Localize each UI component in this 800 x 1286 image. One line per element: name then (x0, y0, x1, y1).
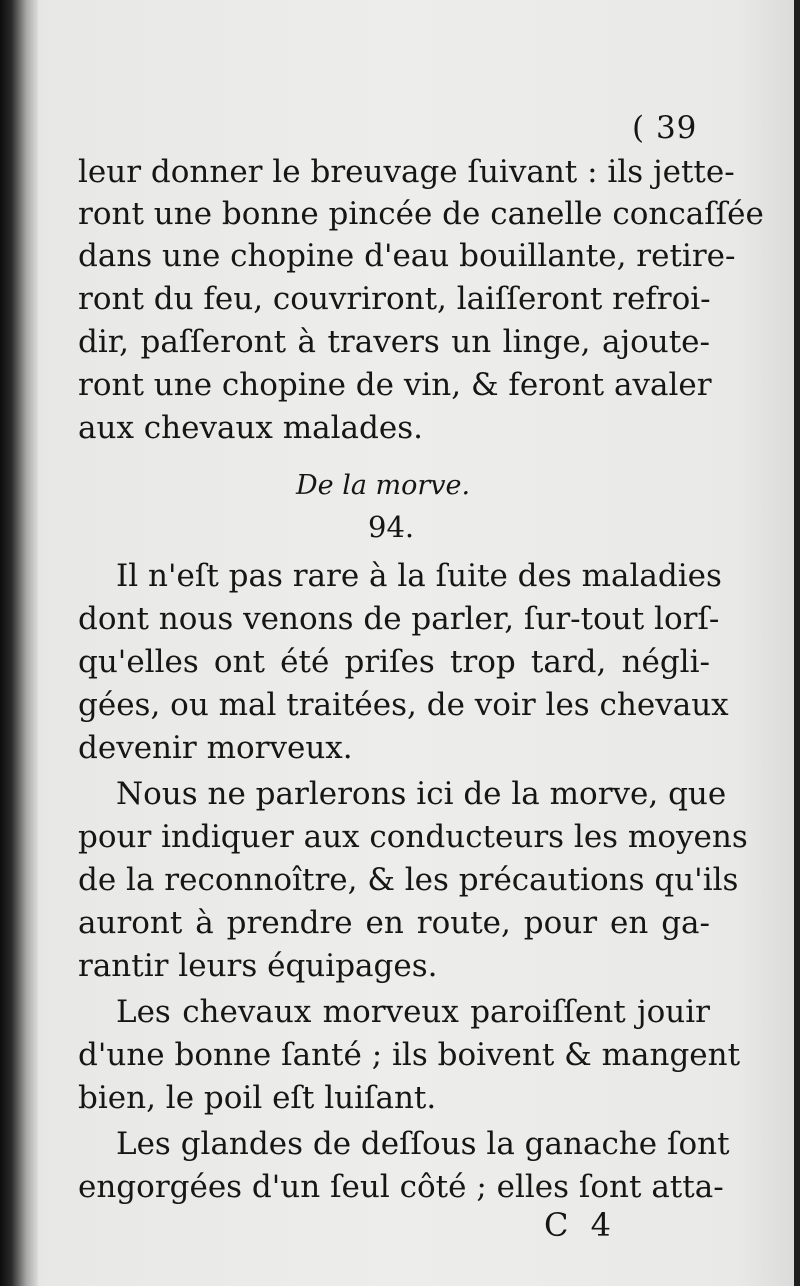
text-line: dir, paſſeront à travers un linge, ajoute- (78, 324, 710, 360)
text-line: devenir morveux. (78, 730, 353, 766)
text-line: de la reconnoître, & les précautions qu'ils (78, 862, 739, 898)
text-line: dont nous venons de parler, ſur-tout lorſ- (78, 601, 720, 637)
page-number: ( 39 (632, 110, 698, 146)
text-line: bien, le poil eſt luiſant. (78, 1080, 437, 1116)
text-line: leur donner le breuvage ſuivant : ils jette- (78, 154, 735, 190)
text-line: Les chevaux morveux paroiſſent jouir (116, 994, 710, 1030)
section-heading: De la morve. (296, 470, 471, 501)
text-line: dans une chopine d'eau bouillante, retire- (78, 238, 736, 274)
text-line: auront à prendre en route, pour en ga- (78, 905, 710, 941)
signature-mark: C 4 (544, 1206, 618, 1244)
page-gutter-shadow (0, 0, 38, 1286)
text-line: qu'elles ont été priſes trop tard, négli- (78, 644, 710, 680)
text-line: Il n'eſt pas rare à la ſuite des maladies (116, 558, 722, 594)
text-line: d'une bonne ſanté ; ils boivent & mangent (78, 1037, 741, 1073)
text-line: pour indiquer aux conducteurs les moyens (78, 819, 748, 855)
text-line: gées, ou mal traitées, de voir les chevaux (78, 687, 729, 723)
text-line: ront une bonne pincée de canelle concaſſée (78, 196, 764, 232)
section-number: 94. (368, 510, 415, 544)
text-line: aux chevaux malades. (78, 410, 423, 446)
text-line: Nous ne parlerons ici de la morve, que (116, 776, 727, 812)
text-line: ront une chopine de vin, & feront avaler (78, 367, 712, 403)
text-line: Les glandes de deſſous la ganache ſont (116, 1126, 730, 1162)
text-line: ront du feu, couvriront, laiſſeront refroi- (78, 281, 711, 317)
text-line: engorgées d'un ſeul côté ; elles ſont atta- (78, 1169, 724, 1205)
page-edge (794, 0, 800, 1286)
text-line: rantir leurs équipages. (78, 948, 438, 984)
